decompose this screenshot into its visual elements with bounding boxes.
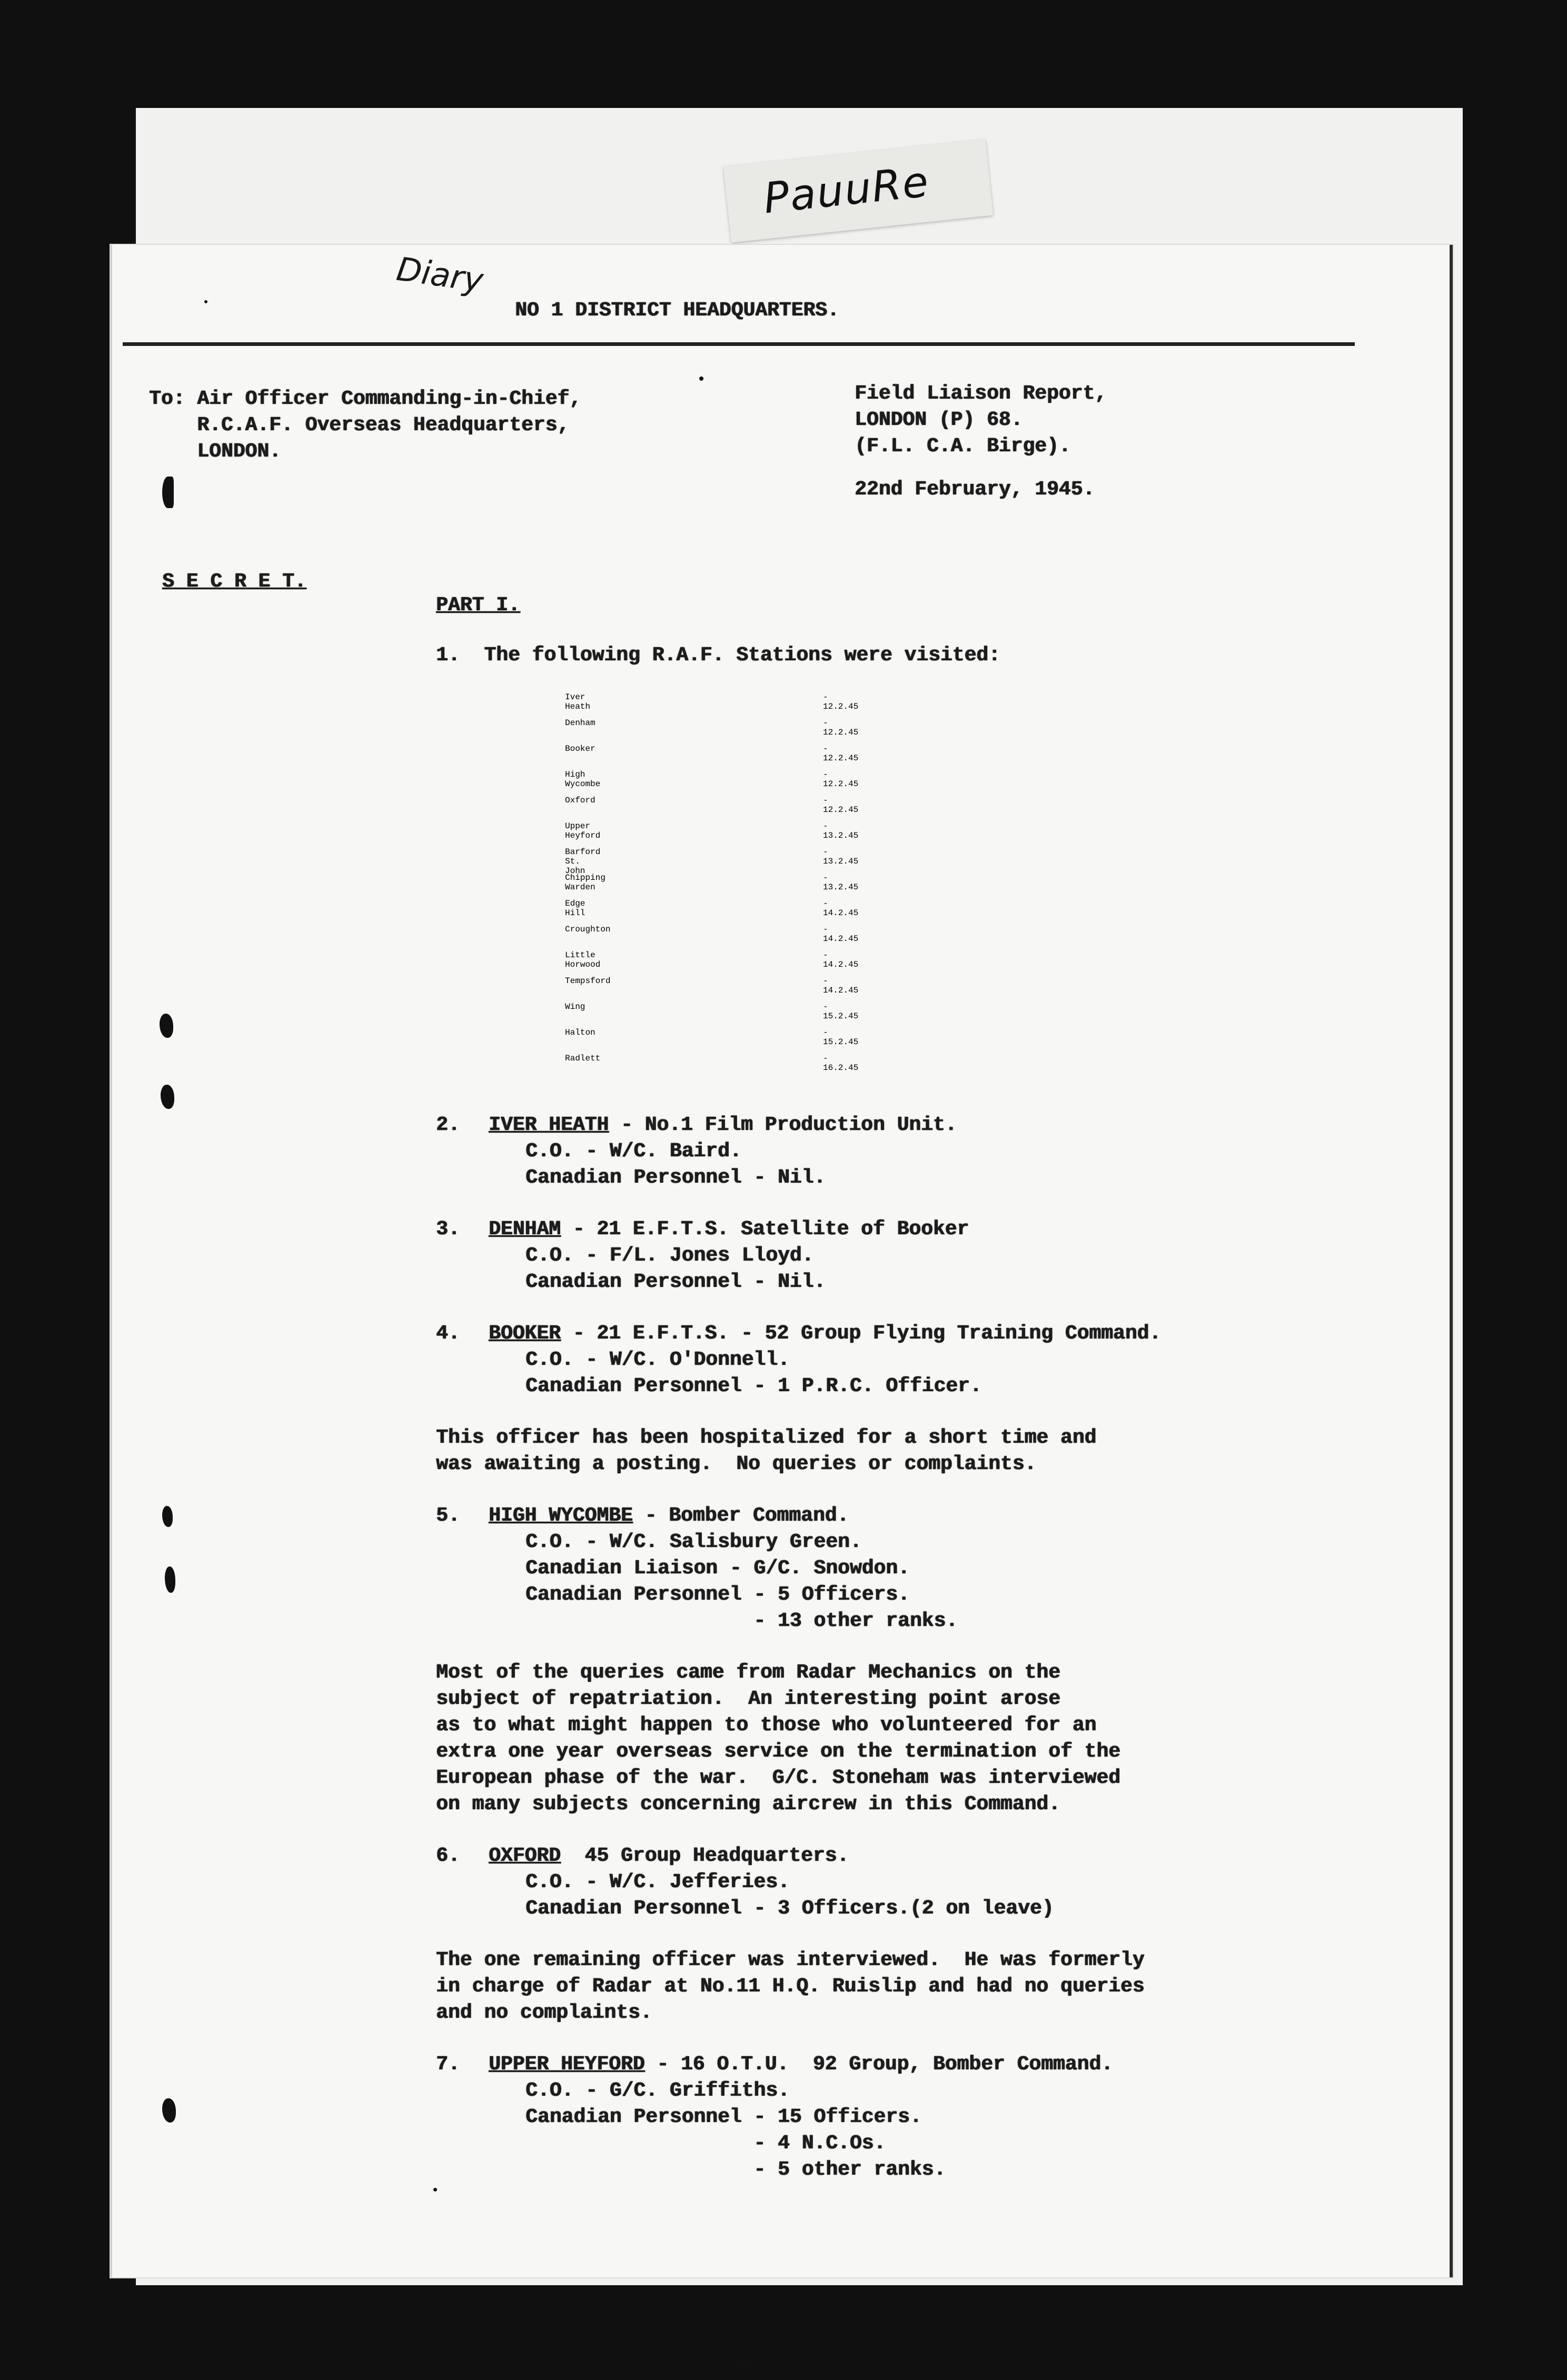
canadian-personnel-other-ranks: - 5 other ranks. [525, 2158, 946, 2181]
item-heading [489, 1216, 969, 1243]
station-description: - Bomber Command. [632, 1504, 849, 1527]
canadian-personnel-other-ranks: - 13 other ranks. [525, 1610, 958, 1632]
item-heading [489, 1843, 849, 1869]
report-title: Field Liaison Report, [855, 382, 1107, 405]
paragraph-line: in charge of Radar at No.11 H.Q. Ruislip and had no queries [436, 1975, 1145, 1998]
station-visit-date: - 13.2.45 [823, 847, 859, 866]
station-visit-date: - 12.2.45 [823, 796, 859, 815]
station-description: - 21 E.F.T.S. - 52 Group Flying Training Command. [560, 1322, 1162, 1345]
item-heading [489, 2051, 1113, 2078]
paragraph-line: on many subjects concerning aircrew in this Command. [436, 1793, 1060, 1816]
station-name: Little Horwood [565, 950, 601, 969]
station-visit-date: - 14.2.45 [823, 950, 859, 969]
station-visit-date: - 14.2.45 [823, 976, 859, 995]
station-name: Halton [565, 1028, 596, 1037]
item-number: 6. [436, 1845, 460, 1867]
canadian-personnel: Canadian Personnel - 15 Officers. [525, 2106, 922, 2128]
station-name: High Wycombe [565, 770, 601, 789]
paragraph-line: and no complaints. [436, 2001, 652, 2024]
report-number: LONDON (P) 68. [855, 409, 1023, 431]
station-heading: HIGH WYCOMBE [489, 1504, 633, 1527]
station-visit-date: - 15.2.45 [823, 1002, 859, 1021]
item-heading [489, 1503, 849, 1529]
report-officer: (F.L. C.A. Birge). [855, 435, 1071, 458]
item-number: 4. [436, 1322, 460, 1345]
binder-hole-mark [161, 1085, 174, 1109]
station-name: Oxford [565, 796, 596, 805]
addressee-line-2: R.C.A.F. Overseas Headquarters, [149, 414, 570, 437]
canadian-personnel: Canadian Personnel - 1 P.R.C. Officer. [525, 1375, 982, 1397]
station-name: Tempsford [565, 976, 611, 986]
item-1-intro: 1. The following R.A.F. Stations were visited: [436, 644, 1000, 667]
commanding-officer: C.O. - W/C. Jefferies. [525, 1871, 790, 1893]
paragraph-line: extra one year overseas service on the termination of the [436, 1740, 1120, 1763]
station-name: Chipping Warden [565, 873, 606, 892]
station-heading: UPPER HEYFORD [489, 2053, 645, 2076]
station-heading: IVER HEATH [489, 1114, 609, 1136]
commanding-officer: C.O. - W/C. Baird. [525, 1140, 742, 1163]
paragraph-line: subject of repatriation. An interesting point arose [436, 1688, 1060, 1710]
letterhead: NO 1 DISTRICT HEADQUARTERS. [515, 299, 839, 322]
station-heading: DENHAM [489, 1218, 561, 1241]
item-number: 2. [436, 1114, 460, 1136]
station-name: Upper Heyford [565, 821, 601, 840]
commanding-officer: C.O. - W/C. O'Donnell. [525, 1348, 790, 1371]
station-description: - 16 O.T.U. 92 Group, Bomber Command. [644, 2053, 1113, 2076]
canadian-personnel: Canadian Personnel - 3 Officers.(2 on leave) [525, 1897, 1054, 1920]
station-name: Iver Heath [565, 692, 591, 711]
station-name: Edge Hill [565, 899, 586, 918]
addressee-line-3: LONDON. [149, 440, 281, 463]
item-heading [489, 1321, 1161, 1347]
canadian-liaison: Canadian Liaison - G/C. Snowdon. [525, 1557, 910, 1580]
station-visit-date: - 14.2.45 [823, 925, 859, 944]
binder-hole-mark [160, 1014, 173, 1038]
paragraph-line: This officer has been hospitalized for a short time and [436, 1426, 1097, 1449]
station-name: Barford St. John [565, 847, 601, 876]
station-heading: BOOKER [489, 1322, 561, 1345]
commanding-officer: C.O. - F/L. Jones Lloyd. [525, 1244, 814, 1267]
station-name: Booker [565, 744, 596, 753]
station-visit-date: - 16.2.45 [823, 1054, 859, 1073]
station-name: Radlett [565, 1054, 601, 1063]
station-visit-date: - 12.2.45 [823, 770, 859, 789]
item-number: 7. [436, 2053, 460, 2076]
paragraph-line: The one remaining officer was interviewed. He was formerly [436, 1949, 1145, 1971]
binder-hole-mark [165, 1566, 175, 1593]
station-description: 45 Group Headquarters. [560, 1845, 849, 1867]
classification-stamp: S E C R E T. [162, 570, 306, 593]
item-heading [489, 1112, 957, 1138]
canadian-personnel-ncos: - 4 N.C.Os. [525, 2132, 886, 2155]
station-visit-date: - 13.2.45 [823, 873, 859, 892]
paragraph-line: was awaiting a posting. No queries or complaints. [436, 1453, 1037, 1475]
station-name: Wing [565, 1002, 586, 1012]
part-heading: PART I. [436, 594, 520, 617]
paper-speck [699, 376, 703, 381]
commanding-officer: C.O. - G/C. Griffiths. [525, 2079, 790, 2102]
paper-speck [433, 2188, 437, 2191]
station-visit-date: - 12.2.45 [823, 718, 859, 737]
canadian-personnel: Canadian Personnel - Nil. [525, 1166, 826, 1189]
tag-label: PauuRe [761, 157, 932, 223]
canadian-personnel: Canadian Personnel - Nil. [525, 1271, 826, 1293]
station-visit-date: - 12.2.45 [823, 744, 859, 763]
handwritten-note: Diary [394, 249, 486, 300]
scan-speck [740, 2362, 747, 2369]
binder-hole-mark [162, 2098, 176, 2123]
paragraph-line: as to what might happen to those who volunteered for an [436, 1714, 1097, 1737]
document-page [111, 245, 1453, 2277]
station-name: Denham [565, 718, 596, 728]
station-visit-date: - 15.2.45 [823, 1028, 859, 1047]
station-visit-date: - 13.2.45 [823, 821, 859, 840]
binder-hole-mark [162, 477, 174, 508]
commanding-officer: C.O. - W/C. Salisbury Green. [525, 1531, 862, 1553]
paragraph-line: Most of the queries came from Radar Mechanics on the [436, 1661, 1060, 1684]
paragraph-line: European phase of the war. G/C. Stoneham was interviewed [436, 1767, 1120, 1789]
station-name: Croughton [565, 925, 611, 934]
station-description: - No.1 Film Production Unit. [609, 1114, 957, 1136]
station-visit-date: - 12.2.45 [823, 692, 859, 711]
addressee-line-1: To: Air Officer Commanding-in-Chief, [149, 388, 581, 410]
binder-hole-mark [162, 1506, 173, 1527]
item-number: 3. [436, 1218, 460, 1241]
letterhead-rule [123, 342, 1355, 346]
canadian-personnel: Canadian Personnel - 5 Officers. [525, 1583, 910, 1606]
station-description: - 21 E.F.T.S. Satellite of Booker [560, 1218, 969, 1241]
item-number: 5. [436, 1504, 460, 1527]
report-date: 22nd February, 1945. [855, 478, 1095, 501]
station-heading: OXFORD [489, 1845, 561, 1867]
paper-speck [204, 300, 207, 303]
station-visit-date: - 14.2.45 [823, 899, 859, 918]
